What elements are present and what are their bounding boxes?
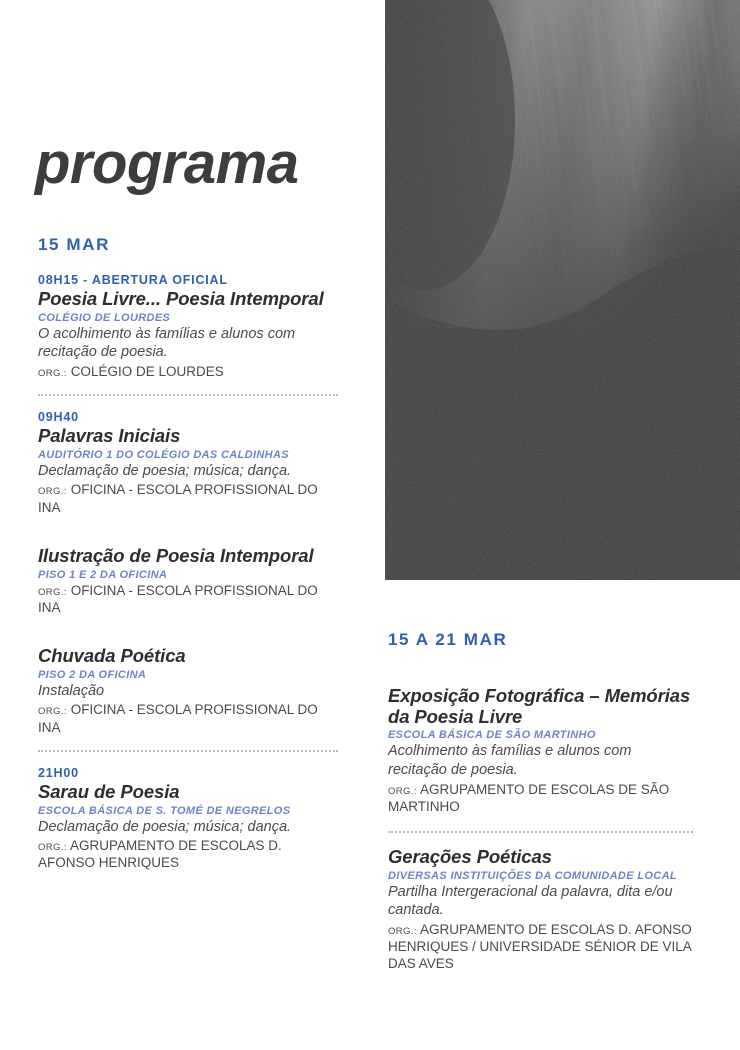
program-item xyxy=(38,546,338,616)
organizer-name: AGRUPAMENTO DE ESCOLAS D. AFONSO HENRIQUES / UNIVERSIDADE SÉNIOR DE VILA DAS AVES xyxy=(388,921,692,972)
item-organizer xyxy=(38,582,338,617)
section-heading-15-a-21-mar: 15 A 21 MAR xyxy=(388,630,508,649)
organizer-name: OFICINA - ESCOLA PROFISSIONAL DO INA xyxy=(38,702,318,735)
item-time: 08H15 - ABERTURA OFICIAL xyxy=(38,273,228,287)
organizer-label: ORG.: xyxy=(38,706,67,718)
item-description: Declamação de poesia; música; dança. xyxy=(38,462,292,479)
item-venue: AUDITÓRIO 1 DO COLÉGIO DAS CALDINHAS xyxy=(38,448,289,461)
program-item xyxy=(38,273,338,380)
item-description: O acolhimento às famílias e alunos com recitação de poesia. xyxy=(38,325,296,361)
item-time: 09H40 xyxy=(38,410,79,425)
left-column xyxy=(35,0,338,872)
item-description: Declamação de poesia; música; dança. xyxy=(38,818,292,835)
item-organizer xyxy=(38,481,338,516)
organizer-label: ORG.: xyxy=(38,486,67,498)
item-organizer xyxy=(388,781,693,816)
program-item xyxy=(38,766,338,872)
dotted-divider xyxy=(38,750,338,752)
program-item xyxy=(388,847,693,973)
organizer-label: ORG.: xyxy=(388,785,417,797)
item-venue: COLÉGIO DE LOURDES xyxy=(38,311,171,324)
item-venue: PISO 1 E 2 DA OFICINA xyxy=(38,568,168,581)
dotted-divider xyxy=(388,831,693,833)
photograph-texture xyxy=(385,0,740,580)
program-item xyxy=(38,410,338,516)
item-venue: DIVERSAS INSTITUIÇÕES DA COMUNIDADE LOCAL xyxy=(388,869,677,882)
item-venue: ESCOLA BÁSICA DE SÃO MARTINHO xyxy=(388,729,596,742)
organizer-label: ORG.: xyxy=(38,586,67,598)
organizer-label: ORG.: xyxy=(388,925,417,937)
organizer-label: ORG.: xyxy=(38,842,67,854)
organizer-name: AGRUPAMENTO DE ESCOLAS DE SÃO MARTINHO xyxy=(388,781,670,814)
item-venue: ESCOLA BÁSICA DE S. TOMÉ DE NEGRELOS xyxy=(38,804,291,817)
organizer-name: COLÉGIO DE LOURDES xyxy=(70,363,224,379)
item-time: 21H00 xyxy=(38,765,79,780)
item-title: Palavras Iniciais xyxy=(38,425,181,447)
item-title: Poesia Livre... Poesia Intemporal xyxy=(38,288,324,309)
dotted-divider xyxy=(38,394,338,396)
header-photograph xyxy=(385,0,740,580)
right-column xyxy=(388,630,693,973)
item-title: Gerações Poéticas xyxy=(388,846,552,868)
item-description: Partilha Intergeracional da palavra, dita e/ou cantada. xyxy=(388,883,673,919)
section-heading-15-mar: 15 MAR xyxy=(38,235,110,254)
item-organizer xyxy=(38,701,338,736)
organizer-name: OFICINA - ESCOLA PROFISSIONAL DO INA xyxy=(38,482,318,515)
program-item xyxy=(388,686,693,815)
item-title: Ilustração de Poesia Intemporal xyxy=(38,544,314,566)
item-description: Instalação xyxy=(38,682,105,699)
item-organizer xyxy=(38,363,338,380)
item-venue: PISO 2 DA OFICINA xyxy=(38,668,147,681)
item-title: Exposição Fotográfica – Memórias da Poesia Livre xyxy=(388,685,691,727)
page-title: programa xyxy=(35,131,299,196)
program-item xyxy=(38,646,338,736)
item-title: Chuvada Poética xyxy=(38,645,186,667)
item-title: Sarau de Poesia xyxy=(38,780,180,802)
item-organizer xyxy=(388,921,693,973)
organizer-name: AGRUPAMENTO DE ESCOLAS D. AFONSO HENRIQUES xyxy=(38,838,282,871)
item-organizer xyxy=(38,837,338,872)
item-description: Acolhimento às famílias e alunos com recitação de poesia. xyxy=(388,743,632,778)
organizer-name: OFICINA - ESCOLA PROFISSIONAL DO INA xyxy=(38,582,318,615)
organizer-label: ORG.: xyxy=(38,367,67,379)
